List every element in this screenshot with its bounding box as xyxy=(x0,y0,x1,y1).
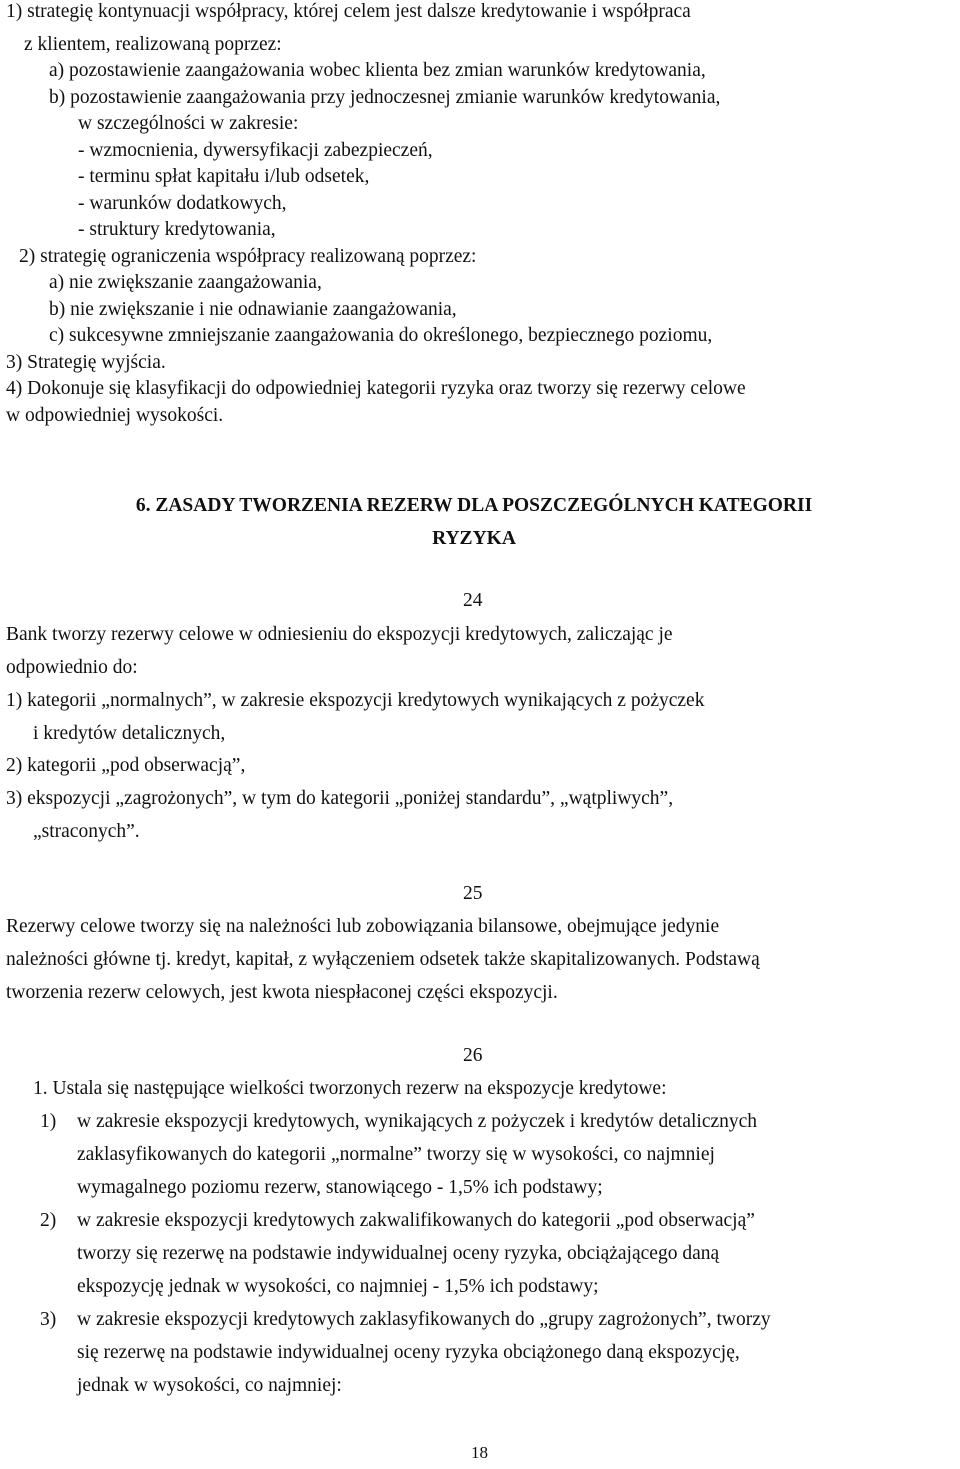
paragraph-26-item3-line1: w zakresie ekspozycji kredytowych zaklasyfikowanych do „grupy zagrożonych”, tworzy xyxy=(77,1309,771,1330)
paragraph-26-item1-line3: wymagalnego poziomu rezerw, stanowiącego - 1,5% ich podstawy; xyxy=(77,1177,603,1198)
list-item-2c: c) sukcesywne zmniejszanie zaangażowania do określonego, bezpiecznego poziomu, xyxy=(49,325,713,346)
paragraph-25-number: 25 xyxy=(463,883,483,904)
paragraph-24-number: 24 xyxy=(463,590,483,611)
list-item-a: a) pozostawienie zaangażowania wobec klienta bez zmian warunków kredytowania, xyxy=(49,60,706,81)
paragraph-25-line3: tworzenia rezerw celowych, jest kwota niespłaconej części ekspozycji. xyxy=(6,982,558,1003)
sub-item-1: - wzmocnienia, dywersyfikacji zabezpieczeń, xyxy=(78,140,433,161)
paragraph-26-item1-line2: zaklasyfikowanych do kategorii „normalne” tworzy się w wysokości, co najmniej xyxy=(77,1144,715,1165)
list-item-2a: a) nie zwiększanie zaangażowania, xyxy=(49,272,322,293)
paragraph-24-item3: 3) ekspozycji „zagrożonych”, w tym do kategorii „poniżej standardu”, „wątpliwych”, xyxy=(6,788,674,809)
paragraph-26-item2-marker: 2) xyxy=(40,1210,57,1231)
sub-item-2: - terminu spłat kapitału i/lub odsetek, xyxy=(78,166,370,187)
paragraph-26-item3-line3: jednak w wysokości, co najmniej: xyxy=(77,1375,342,1396)
paragraph-24-item3-continuation: „straconych”. xyxy=(33,821,140,842)
section-title-line2: RYZYKA xyxy=(432,528,516,549)
paragraph-26-item3-marker: 3) xyxy=(40,1309,57,1330)
paragraph-26-item2-line1: w zakresie ekspozycji kredytowych zakwalifikowanych do kategorii „pod obserwacją” xyxy=(77,1210,755,1231)
paragraph-24-item1-continuation: i kredytów detalicznych, xyxy=(33,723,226,744)
sub-item-4: - struktury kredytowania, xyxy=(78,219,276,240)
paragraph-26-item1-marker: 1) xyxy=(40,1111,57,1132)
paragraph-26-item2-line3: ekspozycję jednak w wysokości, co najmniej - 1,5% ich podstawy; xyxy=(77,1276,599,1297)
list-item-2b: b) nie zwiększanie i nie odnawianie zaangażowania, xyxy=(49,299,457,320)
paragraph-24-item1: 1) kategorii „normalnych”, w zakresie ekspozycji kredytowych wynikających z pożyczek xyxy=(6,690,705,711)
strategy-1-line: 1) strategię kontynuacji współpracy, której celem jest dalsze kredytowanie i współpraca xyxy=(6,1,691,22)
item-4-line: 4) Dokonuje się klasyfikacji do odpowiedniej kategorii ryzyka oraz tworzy się rezerwy celowe xyxy=(6,378,746,399)
sub-item-3: - warunków dodatkowych, xyxy=(78,193,287,214)
paragraph-24-line1: Bank tworzy rezerwy celowe w odniesieniu do ekspozycji kredytowych, zaliczając je xyxy=(6,624,673,645)
item-4-continuation: w odpowiedniej wysokości. xyxy=(6,405,224,426)
list-item-b-continuation: w szczególności w zakresie: xyxy=(78,113,299,134)
paragraph-25-line1: Rezerwy celowe tworzy się na należności lub zobowiązania bilansowe, obejmujące jedynie xyxy=(6,916,720,937)
section-title-line1: 6. ZASADY TWORZENIA REZERW DLA POSZCZEGÓLNYCH KATEGORII xyxy=(135,495,813,516)
paragraph-26-item2-line2: tworzy się rezerwę na podstawie indywidualnej oceny ryzyka, obciążającego daną xyxy=(77,1243,720,1264)
strategy-2-line: 2) strategię ograniczenia współpracy realizowaną poprzez: xyxy=(19,246,477,267)
paragraph-24-line2: odpowiednio do: xyxy=(6,657,138,678)
strategy-3-line: 3) Strategię wyjścia. xyxy=(6,352,166,373)
paragraph-26-item1-line1: w zakresie ekspozycji kredytowych, wynikających z pożyczek i kredytów detalicznych xyxy=(77,1111,758,1132)
page-number: 18 xyxy=(471,1443,488,1462)
paragraph-26-number: 26 xyxy=(463,1045,483,1066)
paragraph-25-line2: należności główne tj. kredyt, kapitał, z wyłączeniem odsetek także skapitalizowanych. Podstawą xyxy=(6,949,760,970)
paragraph-26-intro: 1. Ustala się następujące wielkości tworzonych rezerw na ekspozycje kredytowe: xyxy=(33,1078,667,1099)
paragraph-26-item3-line2: się rezerwę na podstawie indywidualnej oceny ryzyka obciążonego daną ekspozycję, xyxy=(77,1342,740,1363)
strategy-1-continuation: z klientem, realizowaną poprzez: xyxy=(24,34,282,55)
list-item-b: b) pozostawienie zaangażowania przy jednoczesnej zmianie warunków kredytowania, xyxy=(49,87,721,108)
paragraph-24-item2: 2) kategorii „pod obserwacją”, xyxy=(6,755,246,776)
